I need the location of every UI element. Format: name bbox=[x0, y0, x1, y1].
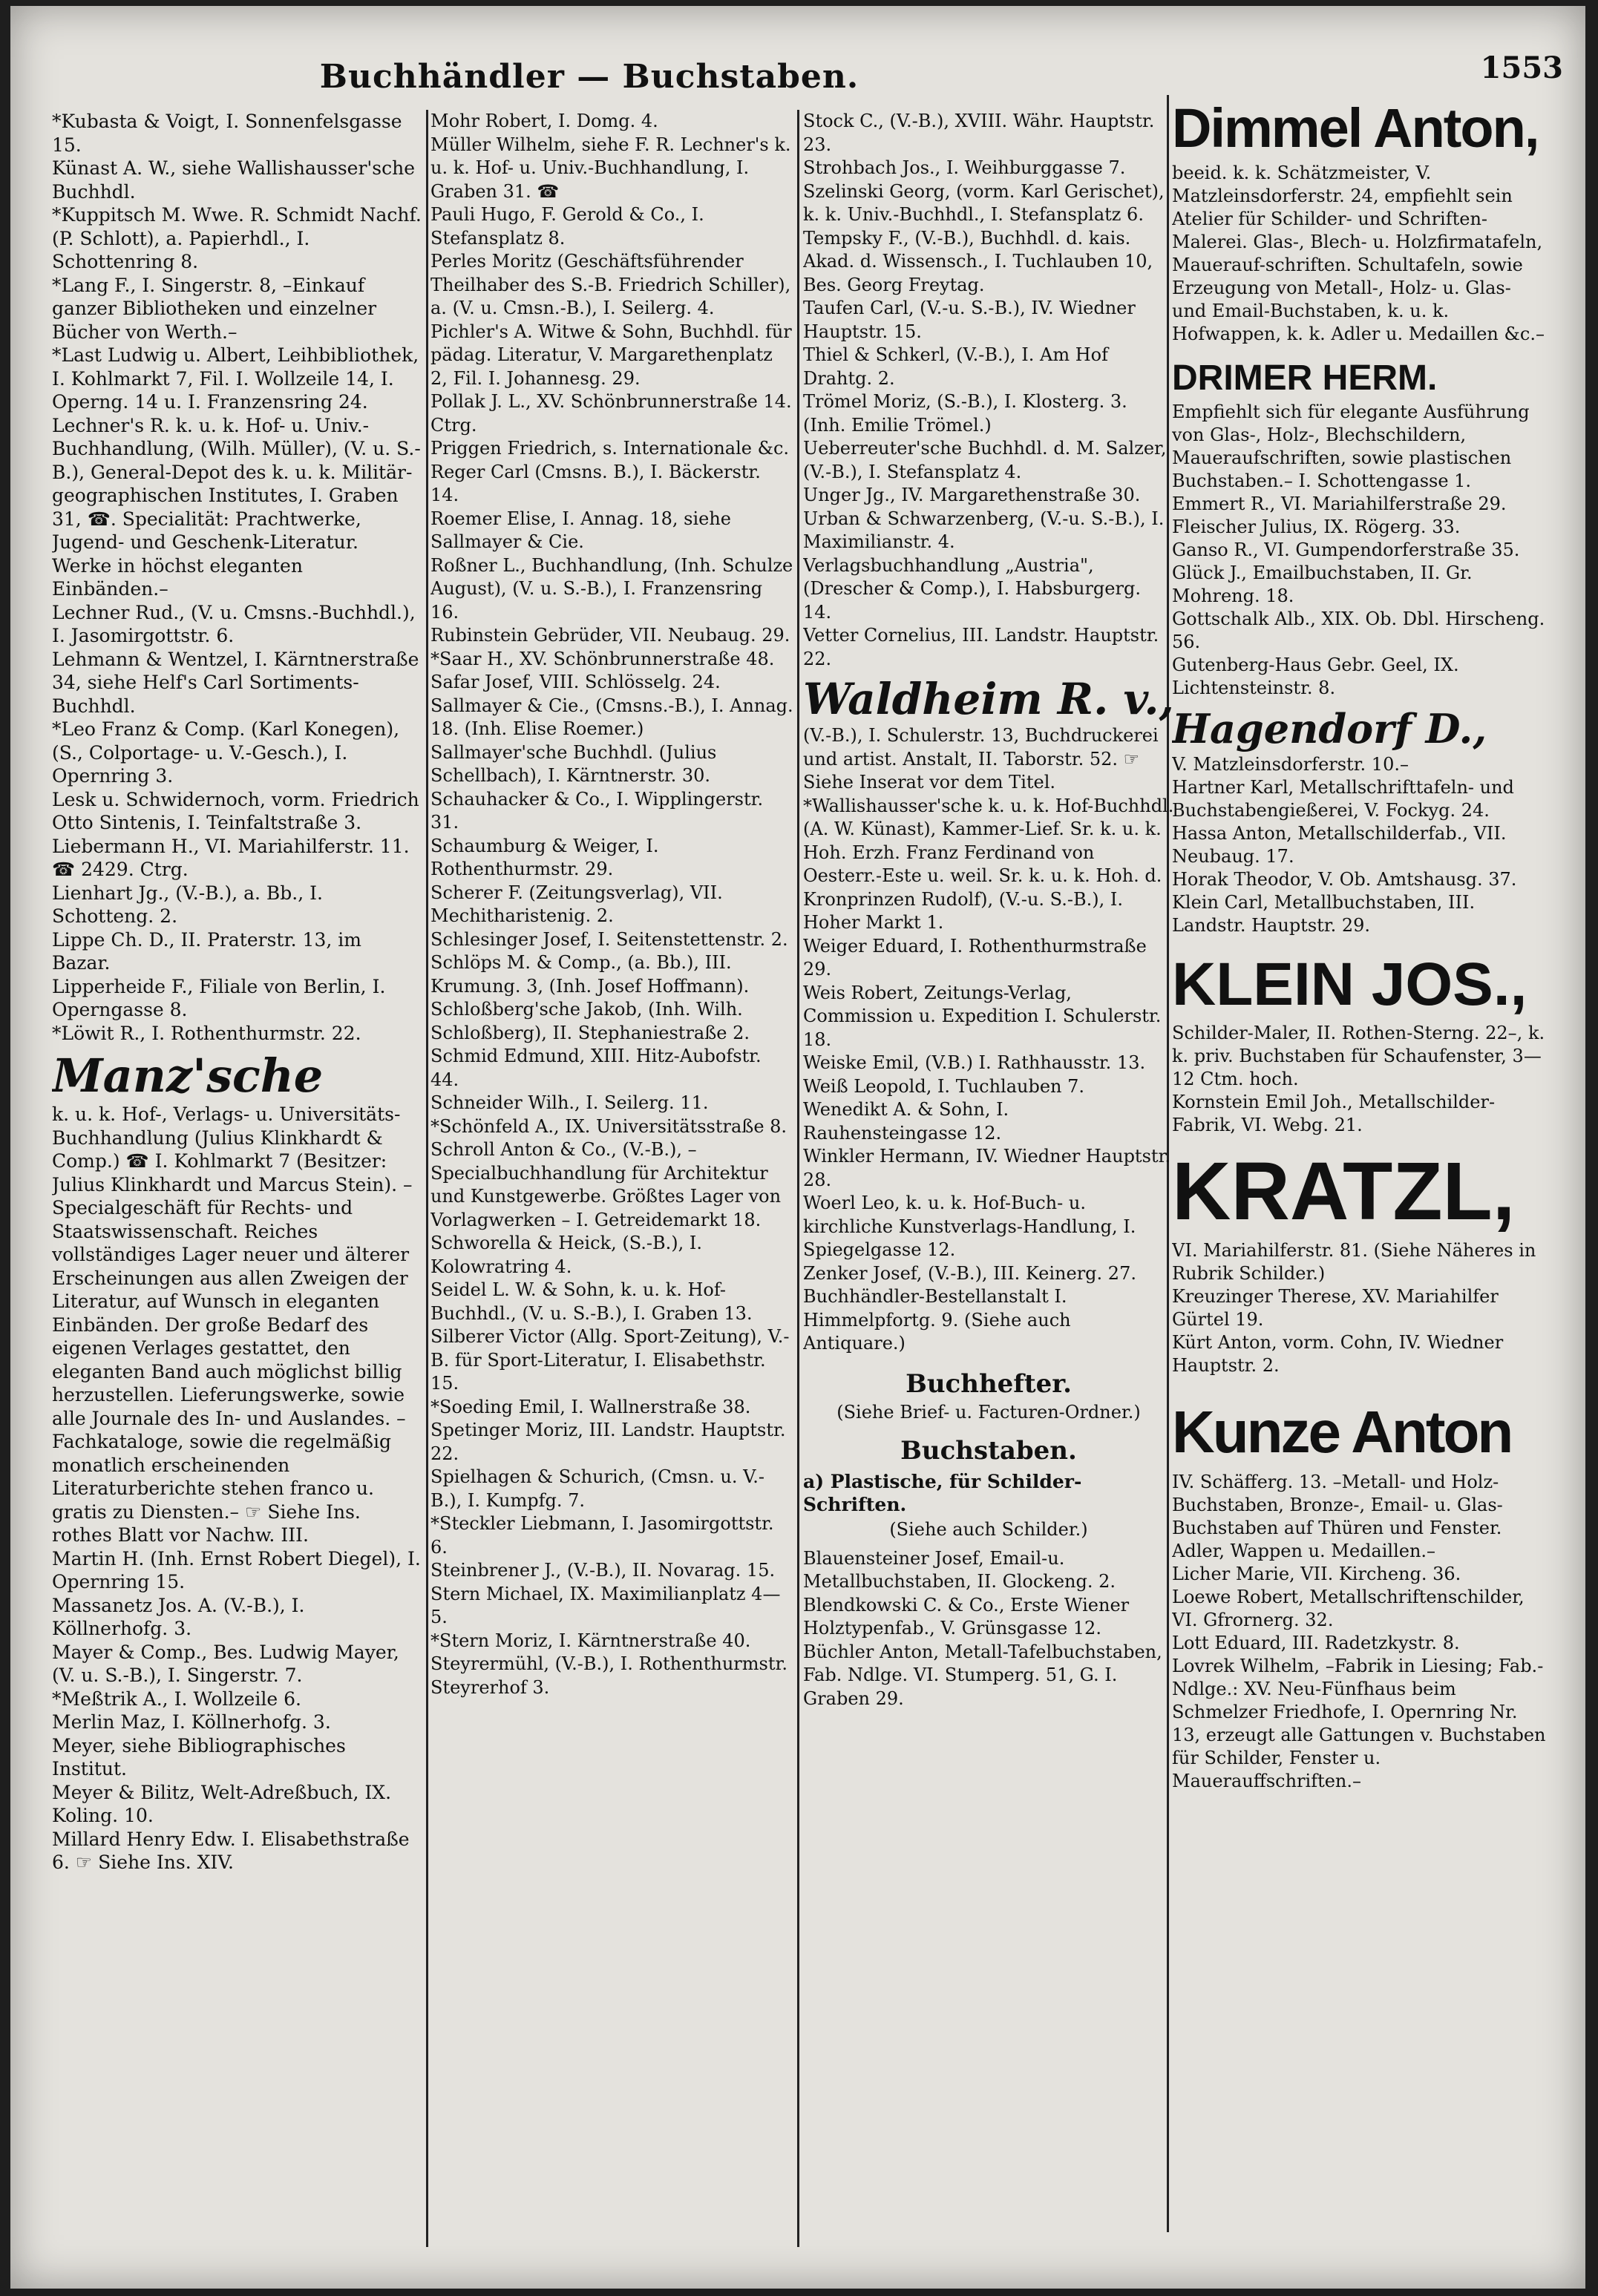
directory-entry: Pollak J. L., XV. Schönbrunnerstraße 14. Ctrg. bbox=[430, 391, 792, 436]
directory-entry: Steinbrener J., (V.-B.), II. Novarag. 15. bbox=[430, 1560, 776, 1581]
advert-text: beeid. k. k. Schätzmeister, V. Matzleinsdorferstr. 24, empfiehlt sein Atelier für Schilder- und Schriften-Malerei. Glas-, Blech- u. Holzfirmatafeln, Mauerauf-schriften. Schultafeln, sowie Erzeugung von Metall-, Holz- u. Glas- und Email-Buchstaben, k. u. k. Hofwappen, k. k. Adler u. Medaillen &c.– bbox=[1172, 163, 1545, 344]
directory-entry: Meyer & Bilitz, Welt-Adreßbuch, IX. Koling. 10. bbox=[52, 1781, 392, 1826]
directory-entry: Lipperheide F., Filiale von Berlin, I. Operngasse 8. bbox=[52, 975, 386, 1020]
directory-entry: Millard Henry Edw. I. Elisabethstraße 6. ☞ Siehe Ins. XIV. bbox=[52, 1828, 410, 1873]
column-2 bbox=[430, 110, 794, 2262]
column-3 bbox=[803, 110, 1174, 2262]
directory-entry: Hassa Anton, Metallschilderfab., VII. Neubaug. 17. bbox=[1172, 823, 1507, 867]
directory-entry: Zenker Josef, (V.-B.), III. Keinerg. 27. bbox=[803, 1262, 1136, 1284]
directory-entry: Roßner L., Buchhandlung, (Inh. Schulze August), (V. u. S.-B.), I. Franzensring 16. bbox=[430, 554, 793, 623]
subsection-heading: a) Plastische, für Schilder-Schriften. bbox=[803, 1470, 1082, 1515]
directory-entry: Massanetz Jos. A. (V.-B.), I. Köllnerhofg. 3. bbox=[52, 1594, 305, 1639]
directory-entry: Silberer Victor (Allg. Sport-Zeitung), V.-B. für Sport-Literatur, I. Elisabethstr. 15. bbox=[430, 1326, 790, 1394]
directory-entry: *Steckler Liebmann, I. Jasomirgottstr. 6. bbox=[430, 1513, 774, 1558]
section-heading-buchstaben: Buchstaben. bbox=[900, 1435, 1077, 1466]
directory-page bbox=[10, 6, 1585, 2289]
section-note: (Siehe Brief- u. Facturen-Ordner.) bbox=[836, 1401, 1141, 1423]
section-heading-buchhefter: Buchhefter. bbox=[906, 1368, 1072, 1399]
directory-entry: Glück J., Emailbuchstaben, II. Gr. Mohreng. 18. bbox=[1172, 562, 1473, 606]
directory-entry: Sallmayer'sche Buchhdl. (Julius Schellbach), I. Kärntnerstr. 30. bbox=[430, 741, 717, 786]
directory-entry: (V.-B.), I. Schulerstr. 13, Buchdruckerei und artist. Anstalt, II. Taborstr. 52. ☞ Siehe Inserat vor dem Titel. bbox=[803, 725, 1159, 793]
column-1 bbox=[52, 110, 423, 2262]
directory-entry: Steyrermühl, (V.-B.), I. Rothenthurmstr. Steyrerhof 3. bbox=[430, 1653, 787, 1698]
directory-entry: Ganso R., VI. Gumpendorferstraße 35. bbox=[1172, 539, 1520, 560]
kratzl-banner: KRATZL, bbox=[1172, 1146, 1516, 1237]
directory-entry: Perles Moritz (Geschäftsführender Theilhaber des S.-B. Friedrich Schiller), a. (V. u. Cmsn.-B.), I. Seilerg. 4. bbox=[430, 251, 791, 318]
directory-entry: Urban & Schwarzenberg, (V.-u. S.-B.), I. Maximilianstr. 4. bbox=[803, 508, 1165, 552]
directory-entry: Lienhart Jg., (V.-B.), a. Bb., I. Schotteng. 2. bbox=[52, 882, 323, 927]
directory-entry: Schneider Wilh., I. Seilerg. 11. bbox=[430, 1092, 709, 1113]
directory-entry: Loewe Robert, Metallschriftenschilder, VI. Gfrornerg. 32. bbox=[1172, 1587, 1525, 1630]
directory-entry: Spielhagen & Schurich, (Cmsn. u. V.-B.), I. Kumpfg. 7. bbox=[430, 1466, 764, 1511]
advert-text: VI. Mariahilferstr. 81. (Siehe Näheres in Rubrik Schilder.) bbox=[1172, 1240, 1536, 1284]
directory-entry: *Leo Franz & Comp. (Karl Konegen), (S., Colportage- u. V.-Gesch.), I. Opernring 3. bbox=[52, 718, 400, 787]
dimmel-banner: Dimmel Anton, bbox=[1172, 97, 1539, 159]
kunze-banner: Kunze Anton bbox=[1172, 1399, 1512, 1465]
directory-entry: *Soeding Emil, I. Wallnerstraße 38. bbox=[430, 1396, 751, 1417]
directory-entry: Spetinger Moriz, III. Landstr. Hauptstr. 22. bbox=[430, 1420, 786, 1464]
directory-entry: Seidel L. W. & Sohn, k. u. k. Hof-Buchhdl., (V. u. S.-B.), I. Graben 13. bbox=[430, 1279, 753, 1324]
directory-entry: *Last Ludwig u. Albert, Leihbibliothek, I. Kohlmarkt 7, Fil. I. Wollzeile 14, I. Operng. 14 u. I. Franzensring 24. bbox=[52, 344, 419, 413]
directory-entry: *Stern Moriz, I. Kärntnerstraße 40. bbox=[430, 1630, 751, 1651]
advert-text: Empfiehlt sich für elegante Ausführung von Glas-, Holz-, Blechschildern, Maueraufschriften, sowie plastischen Buchstaben.– I. Schottengasse 1. bbox=[1172, 401, 1530, 491]
directory-entry: Lehmann & Wentzel, I. Kärntnerstraße 34, siehe Helf's Carl Sortiments-Buchhdl. bbox=[52, 648, 419, 717]
column-4 bbox=[1172, 95, 1547, 2247]
directory-entry: Blauensteiner Josef, Email-u. Metallbuchstaben, II. Glockeng. 2. bbox=[803, 1547, 1116, 1592]
directory-entry: Weiger Eduard, I. Rothenthurmstraße 29. bbox=[803, 935, 1147, 980]
directory-entry: Priggen Friedrich, s. Internationale &c. bbox=[430, 438, 790, 459]
directory-entry: Schroll Anton & Co., (V.-B.), –Specialbuchhandlung für Architektur und Kunstgewerbe. Größtes Lager von Vorlagwerken – I. Getreidemarkt 18. bbox=[430, 1139, 782, 1230]
directory-entry: Schlöps M. & Comp., (a. Bb.), III. Krumung. 3, (Inh. Josef Hoffmann). bbox=[430, 952, 750, 997]
directory-entry: k. u. k. Hof-, Verlags- u. Universitäts-Buchhandlung (Julius Klinkhardt & Comp.) ☎ I. Kohlmarkt 7 (Besitzer: Julius Klinkhardt und Marcus Stein). –Specialgeschäft für Rechts- und Staatswissenschaft. Reiches vollständiges Lager neuer und älterer Erscheinungen aus allen Zweigen der Literatur, auf Wunsch in eleganten Einbänden. Der große Bedarf des eigenen Verlages gestattet, den eleganten Band auch möglichst billig herzustellen. Lieferungswerke, sowie alle Journale des In- und Auslandes. –Fachkataloge, sowie die regelmäßig monatlich erscheinenden Literaturberichte stehen franco u. gratis zu Diensten.– ☞ Siehe Ins. rothes Blatt vor Nachw. III. bbox=[52, 1103, 413, 1546]
section-note: (Siehe auch Schilder.) bbox=[889, 1518, 1088, 1540]
directory-entry: Müller Wilhelm, siehe F. R. Lechner's k. u. k. Hof- u. Univ.-Buchhandlung, I. Graben 31. ☎ bbox=[430, 134, 791, 202]
directory-entry: Strohbach Jos., I. Weihburggasse 7. bbox=[803, 157, 1126, 178]
directory-entry: Pauli Hugo, F. Gerold & Co., I. Stefansplatz 8. bbox=[430, 204, 704, 249]
directory-entry: Taufen Carl, (V.-u. S.-B.), IV. Wiedner Hauptstr. 15. bbox=[803, 298, 1136, 342]
directory-entry: Thiel & Schkerl, (V.-B.), I. Am Hof Drahtg. 2. bbox=[803, 344, 1108, 389]
directory-entry: Lesk u. Schwidernoch, vorm. Friedrich Otto Sintenis, I. Teinfaltstraße 3. bbox=[52, 788, 419, 833]
manz-banner: Manz'sche bbox=[52, 1049, 324, 1103]
directory-entry: Stern Michael, IX. Maximilianplatz 4—5. bbox=[430, 1583, 781, 1627]
directory-entry: Künast A. W., siehe Wallishausser'sche Buchhdl. bbox=[52, 157, 415, 203]
directory-entry: Roemer Elise, I. Annag. 18, siehe Sallmayer & Cie. bbox=[430, 508, 731, 552]
directory-entry: Wenedikt A. & Sohn, I. Rauhensteingasse 12. bbox=[803, 1099, 1009, 1144]
directory-entry: Kornstein Emil Joh., Metallschilder-Fabrik, VI. Webg. 21. bbox=[1172, 1092, 1496, 1135]
column-divider bbox=[426, 110, 428, 2247]
directory-entry: *Schönfeld A., IX. Universitätsstraße 8. bbox=[430, 1115, 787, 1137]
directory-entry: Pichler's A. Witwe & Sohn, Buchhdl. für pädag. Literatur, V. Margarethenplatz 2, Fil. I. Johannesg. 29. bbox=[430, 321, 792, 389]
directory-entry: Tempsky F., (V.-B.), Buchhdl. d. kais. Akad. d. Wissensch., I. Tuchlauben 10, Bes. Georg Freytag. bbox=[803, 227, 1153, 295]
directory-entry: Schworella & Heick, (S.-B.), I. Kolowratring 4. bbox=[430, 1233, 703, 1277]
page-number: 1553 bbox=[1480, 50, 1563, 85]
directory-entry: Licher Marie, VII. Kircheng. 36. bbox=[1172, 1564, 1461, 1584]
page-header-title: Buchhändler — Buchstaben. bbox=[319, 58, 859, 96]
directory-entry: Schloßberg'sche Jakob, (Inh. Wilh. Schloßberg), II. Stephaniestraße 2. bbox=[430, 999, 750, 1043]
directory-entry: Sallmayer & Cie., (Cmsns.-B.), I. Annag. 18. (Inh. Elise Roemer.) bbox=[430, 695, 793, 739]
klein-banner: KLEIN JOS., bbox=[1172, 951, 1527, 1018]
column-divider bbox=[797, 110, 799, 2247]
directory-entry: Merlin Maz, I. Köllnerhofg. 3. bbox=[52, 1711, 331, 1733]
directory-entry: Schlesinger Josef, I. Seitenstettenstr. 2. bbox=[430, 928, 788, 950]
directory-entry: Lechner's R. k. u. k. Hof- u. Univ.-Buchhandlung, (Wilh. Müller), (V. u. S.-B.), General-Depot des k. u. k. Militär-geographischen Institutes, I. Graben 31, ☎. Specialität: Prachtwerke, Jugend- und Geschenk-Literatur. Werke in höchst eleganten Einbänden.– bbox=[52, 414, 421, 600]
directory-entry: Martin H. (Inh. Ernst Robert Diegel), I. Opernring 15. bbox=[52, 1547, 421, 1593]
drimer-banner: DRIMER HERM. bbox=[1172, 358, 1438, 398]
hagendorf-banner: Hagendorf D., bbox=[1172, 705, 1487, 752]
directory-entry: Horak Theodor, V. Ob. Amtshausg. 37. bbox=[1172, 869, 1517, 890]
directory-entry: *Löwit R., I. Rothenthurmstr. 22. bbox=[52, 1022, 361, 1044]
directory-entry: Weis Robert, Zeitungs-Verlag, Commission u. Expedition I. Schulerstr. 18. bbox=[803, 982, 1162, 1050]
directory-entry: Mohr Robert, I. Domg. 4. bbox=[430, 111, 658, 131]
directory-entry: Meyer, siehe Bibliographisches Institut. bbox=[52, 1734, 346, 1780]
directory-entry: Liebermann H., VI. Mariahilferstr. 11. ☎ 2429. Ctrg. bbox=[52, 835, 410, 880]
directory-entry: Ueberreuter'sche Buchhdl. d. M. Salzer, (V.-B.), I. Stefansplatz 4. bbox=[803, 438, 1167, 482]
directory-entry: Reger Carl (Cmsns. B.), I. Bäckerstr. 14. bbox=[430, 461, 761, 505]
directory-entry: Emmert R., VI. Mariahilferstraße 29. bbox=[1172, 493, 1507, 514]
directory-entry: *Kubasta & Voigt, I. Sonnenfelsgasse 15. bbox=[52, 111, 402, 156]
directory-entry: Lott Eduard, III. Radetzkystr. 8. bbox=[1172, 1633, 1460, 1653]
directory-entry: Kreuzinger Therese, XV. Mariahilfer Gürtel 19. bbox=[1172, 1286, 1499, 1330]
directory-entry: Blendkowski C. & Co., Erste Wiener Holztypenfab., V. Grünsgasse 12. bbox=[803, 1594, 1130, 1639]
directory-entry: Verlagsbuchhandlung „Austria", (Drescher & Comp.), I. Habsburgerg. 14. bbox=[803, 554, 1141, 623]
directory-entry: Safar Josef, VIII. Schlösselg. 24. bbox=[430, 672, 721, 692]
directory-entry: Winkler Hermann, IV. Wiedner Hauptstr. 28. bbox=[803, 1146, 1170, 1190]
directory-entry: Weiske Emil, (V.B.) I. Rathhausstr. 13. bbox=[803, 1052, 1146, 1073]
directory-entry: Lippe Ch. D., II. Praterstr. 13, im Bazar. bbox=[52, 928, 361, 974]
directory-entry: *Lang F., I. Singerstr. 8, –Einkauf ganzer Bibliotheken und einzelner Bücher von Werth.– bbox=[52, 274, 377, 343]
waldheim-banner: Waldheim R. v., bbox=[803, 674, 1174, 724]
directory-entry: Woerl Leo, k. u. k. Hof-Buch- u. kirchliche Kunstverlags-Handlung, I. Spiegelgasse 12. bbox=[803, 1193, 1136, 1260]
advert-text: Schilder-Maler, II. Rothen-Sterng. 22–, k. k. priv. Buchstaben für Schaufenster, 3—12 Ctm. hoch. bbox=[1172, 1023, 1545, 1089]
directory-entry: Kürt Anton, vorm. Cohn, IV. Wiedner Hauptstr. 2. bbox=[1172, 1332, 1504, 1376]
directory-entry: Gutenberg-Haus Gebr. Geel, IX. Lichtensteinstr. 8. bbox=[1172, 655, 1459, 698]
directory-entry: *Wallishausser'sche k. u. k. Hof-Buchhdl. (A. W. Künast), Kammer-Lief. Sr. k. u. k. Hoh. Erzh. Franz Ferdinand von Oesterr.-Este u. weil. Sr. k. u. k. Hoh. d. Kronprinzen Rudolf), (V.-u. S.-B.), I. Hoher Markt 1. bbox=[803, 795, 1174, 933]
advert-text: IV. Schäfferg. 13. –Metall- und Holz-Buchstaben, Bronze-, Email- u. Glas-Buchstaben auf Thüren und Fenster. Adler, Wappen u. Medaillen.– bbox=[1172, 1472, 1503, 1561]
directory-entry: Buchhändler-Bestellanstalt I. Himmelpfortg. 9. (Siehe auch Antiquare.) bbox=[803, 1286, 1071, 1354]
directory-entry: Hartner Karl, Metallschrifttafeln- und Buchstabengießerei, V. Fockyg. 24. bbox=[1172, 777, 1514, 821]
directory-entry: Schmid Edmund, XIII. Hitz-Aubofstr. 44. bbox=[430, 1046, 762, 1090]
directory-entry: *Saar H., XV. Schönbrunnerstraße 48. bbox=[430, 648, 775, 669]
directory-entry: Büchler Anton, Metall-Tafelbuchstaben, Fab. Ndlge. VI. Stumperg. 51, G. I. Graben 29. bbox=[803, 1641, 1162, 1709]
directory-entry: Fleischer Julius, IX. Rögerg. 33. bbox=[1172, 516, 1461, 537]
directory-entry: Schaumburg & Weiger, I. Rothenthurmstr. 29. bbox=[430, 835, 659, 879]
directory-entry: Rubinstein Gebrüder, VII. Neubaug. 29. bbox=[430, 625, 790, 646]
directory-entry: Schauhacker & Co., I. Wipplingerstr. 31. bbox=[430, 788, 764, 833]
directory-entry: Stock C., (V.-B.), XVIII. Währ. Hauptstr. 23. bbox=[803, 111, 1155, 155]
directory-entry: V. Matzleinsdorferstr. 10.– bbox=[1172, 754, 1409, 775]
directory-entry: *Kuppitsch M. Wwe. R. Schmidt Nachf. (P. Schlott), a. Papierhdl., I. Schottenring 8. bbox=[52, 204, 422, 272]
directory-entry: Unger Jg., IV. Margarethenstraße 30. bbox=[803, 485, 1141, 505]
directory-entry: Lovrek Wilhelm, –Fabrik in Liesing; Fab.-Ndlge.: XV. Neu-Fünfhaus beim Schmelzer Friedhofe, I. Opernring Nr. 13, erzeugt alle Gattungen v. Buchstaben für Schilder, Fenster u. Mauerauffschriften.– bbox=[1172, 1656, 1546, 1791]
directory-entry: Mayer & Comp., Bes. Ludwig Mayer, (V. u. S.-B.), I. Singerstr. 7. bbox=[52, 1641, 399, 1686]
directory-entry: Scherer F. (Zeitungsverlag), VII. Mechitharistenig. 2. bbox=[430, 882, 723, 926]
directory-entry: Trömel Moriz, (S.-B.), I. Klosterg. 3. (Inh. Emilie Trömel.) bbox=[803, 391, 1127, 436]
directory-entry: Vetter Cornelius, III. Landstr. Hauptstr. 22. bbox=[803, 625, 1159, 669]
directory-entry: Weiß Leopold, I. Tuchlauben 7. bbox=[803, 1075, 1085, 1097]
directory-entry: Gottschalk Alb., XIX. Ob. Dbl. Hirscheng. 56. bbox=[1172, 609, 1545, 652]
directory-entry: Klein Carl, Metallbuchstaben, III. Landstr. Hauptstr. 29. bbox=[1172, 892, 1476, 936]
directory-entry: Szelinski Georg, (vorm. Karl Gerischet), k. k. Univ.-Buchhdl., I. Stefansplatz 6. bbox=[803, 180, 1165, 225]
directory-entry: *Meßtrik A., I. Wollzeile 6. bbox=[52, 1687, 301, 1710]
directory-entry: Lechner Rud., (V. u. Cmsns.-Buchhdl.), I. Jasomirgottstr. 6. bbox=[52, 601, 416, 646]
